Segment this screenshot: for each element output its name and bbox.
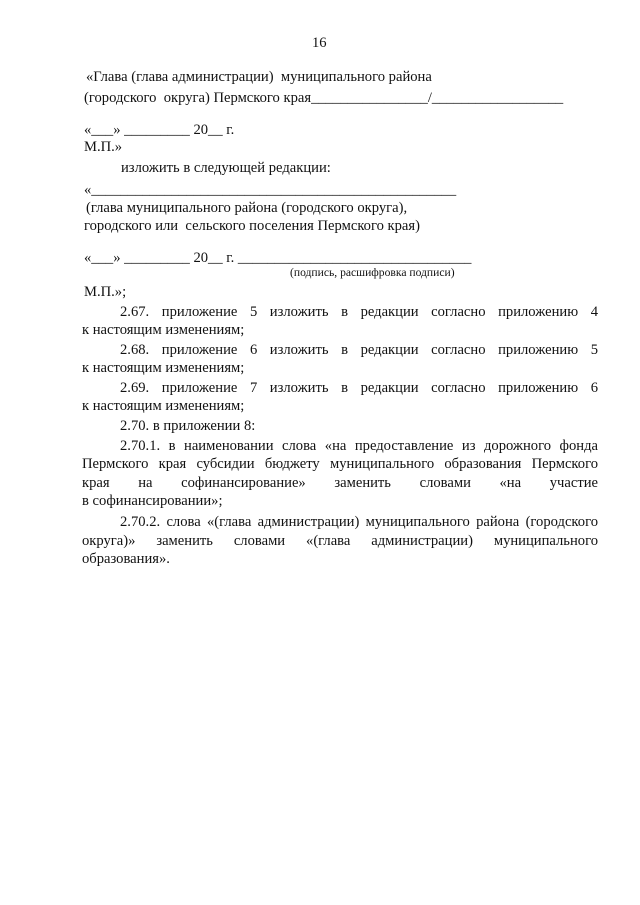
signature-date-line-2: «___» _________ 20__ г. ________________________________	[84, 250, 472, 266]
paragraph-2-67-line-2: к настоящим изменениям;	[82, 322, 245, 338]
signature-blank-line: «__________________________________________________	[84, 182, 457, 198]
seal-placeholder-2: М.П.»;	[84, 284, 127, 300]
page-number: 16	[312, 35, 327, 51]
paragraph-2-70-1-line-2: Пермского края субсидии бюджету муниципального образования Пермского	[82, 456, 598, 472]
paragraph-2-70: 2.70. в приложении 8:	[120, 418, 256, 434]
paragraph-2-69-line-1: 2.69. приложение 7 изложить в редакции согласно приложению 6	[120, 380, 598, 396]
signature-title-line-1: «Глава (глава администрации) муниципального района	[86, 69, 432, 85]
signature-role-line-1: (глава муниципального района (городского округа),	[86, 200, 408, 216]
signature-caption: (подпись, расшифровка подписи)	[290, 266, 455, 279]
paragraph-2-70-1-line-4: в софинансировании»;	[82, 493, 223, 509]
paragraph-2-70-2-line-2: округа)» заменить словами «(глава администрации) муниципального	[82, 533, 598, 549]
paragraph-2-67-line-1: 2.67. приложение 5 изложить в редакции согласно приложению 4	[120, 304, 598, 320]
paragraph-2-68-line-2: к настоящим изменениям;	[82, 360, 245, 376]
paragraph-2-70-1-line-3: края на софинансирование» заменить словами «на участие	[82, 475, 598, 491]
signature-date-line: «___» _________ 20__ г.	[84, 122, 235, 138]
paragraph-2-70-2-line-3: образования».	[82, 551, 170, 567]
paragraph-2-69-line-2: к настоящим изменениям;	[82, 398, 245, 414]
instruction-text: изложить в следующей редакции:	[121, 160, 331, 176]
signature-role-line-2: городского или сельского поселения Пермского края)	[84, 218, 420, 234]
seal-placeholder: М.П.»	[84, 139, 123, 155]
signature-title-line-2: (городского округа) Пермского края________________/__________________	[84, 90, 564, 106]
paragraph-2-70-2-line-1: 2.70.2. слова «(глава администрации) муниципального района (городского	[120, 514, 598, 530]
paragraph-2-68-line-1: 2.68. приложение 6 изложить в редакции согласно приложению 5	[120, 342, 598, 358]
paragraph-2-70-1-line-1: 2.70.1. в наименовании слова «на предоставление из дорожного фонда	[120, 438, 598, 454]
